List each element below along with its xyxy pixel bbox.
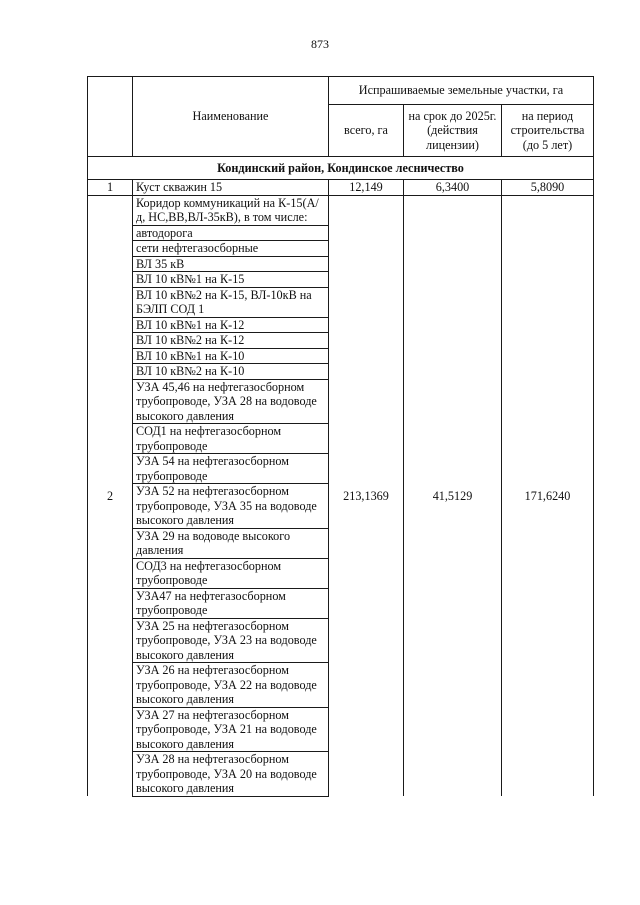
list-item: УЗА 52 на нефтегазосборном трубопроводе, УЗА 35 на водоводе высокого давления [133, 484, 329, 529]
list-item: УЗА 29 на водоводе высокого давления [133, 528, 329, 558]
header-construction: на период строительства (до 5 лет) [502, 105, 594, 157]
list-item: ВЛ 10 кВ№2 на К-10 [133, 364, 329, 380]
list-item: ВЛ 10 кВ№1 на К-15 [133, 272, 329, 288]
list-item: УЗА 25 на нефтегазосборном трубопроводе, УЗА 23 на водоводе высокого давления [133, 618, 329, 663]
header-group: Испрашиваемые земельные участки, га [329, 77, 594, 105]
row-construction: 5,8090 [502, 180, 594, 196]
table-row [88, 180, 594, 196]
table-row [88, 195, 594, 225]
list-item: Коридор коммуникаций на К-15(А/д, НС,ВВ,ВЛ-35кВ), в том числе: [133, 195, 329, 225]
list-item: УЗА 45,46 на нефтегазосборном трубопроводе, УЗА 28 на водоводе высокого давления [133, 379, 329, 424]
header-total: всего, га [329, 105, 404, 157]
list-item: УЗА47 на нефтегазосборном трубопроводе [133, 588, 329, 618]
row-number: 1 [88, 180, 133, 196]
list-item: ВЛ 10 кВ№1 на К-10 [133, 348, 329, 364]
row-total: 213,1369 [329, 195, 404, 796]
list-item: СОД1 на нефтегазосборном трубопроводе [133, 424, 329, 454]
row-construction: 171,6240 [502, 195, 594, 796]
row-number: 2 [88, 195, 133, 796]
section-title: Кондинский район, Кондинское лесничество [88, 157, 594, 180]
page-number: 873 [311, 37, 329, 51]
list-item: ВЛ 35 кВ [133, 256, 329, 272]
list-item: УЗА 54 на нефтегазосборном трубопроводе [133, 454, 329, 484]
list-item: автодорога [133, 225, 329, 241]
list-item: СОД3 на нефтегазосборном трубопроводе [133, 558, 329, 588]
list-item: сети нефтегазосборные [133, 241, 329, 257]
row-until-2025: 41,5129 [404, 195, 502, 796]
header-until-2025: на срок до 2025г.(действия лицензии) [404, 105, 502, 157]
list-item: УЗА 28 на нефтегазосборном трубопроводе, УЗА 20 на водоводе высокого давления [133, 752, 329, 797]
row-until-2025: 6,3400 [404, 180, 502, 196]
list-item: ВЛ 10 кВ№2 на К-12 [133, 333, 329, 349]
header-name: Наименование [133, 77, 329, 157]
header-num-cell [88, 77, 133, 157]
land-plots-table [87, 76, 594, 797]
row-name: Куст скважин 15 [133, 180, 329, 196]
list-item: УЗА 26 на нефтегазосборном трубопроводе, УЗА 22 на водоводе высокого давления [133, 663, 329, 708]
list-item: УЗА 27 на нефтегазосборном трубопроводе, УЗА 21 на водоводе высокого давления [133, 707, 329, 752]
header-row-1 [88, 77, 594, 105]
row-total: 12,149 [329, 180, 404, 196]
section-row [88, 157, 594, 180]
list-item: ВЛ 10 кВ№2 на К-15, ВЛ-10кВ на БЭЛП СОД 1 [133, 287, 329, 317]
list-item: ВЛ 10 кВ№1 на К-12 [133, 317, 329, 333]
